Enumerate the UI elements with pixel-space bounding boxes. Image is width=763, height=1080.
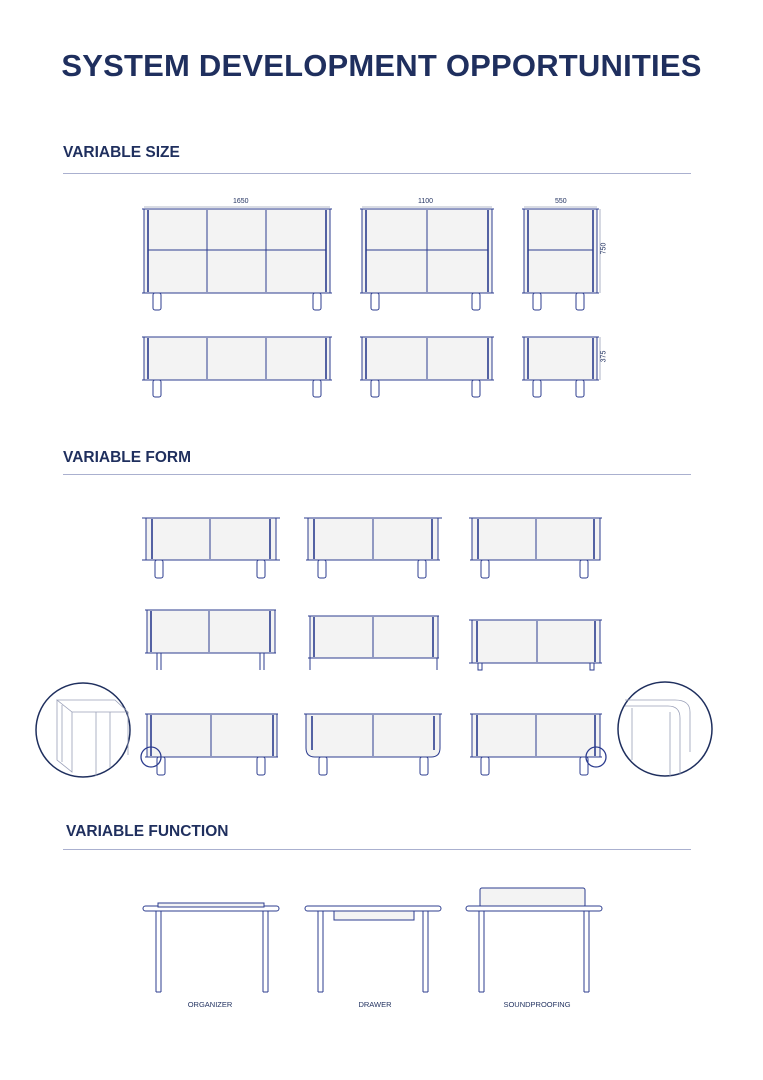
desk-drawer: [305, 906, 441, 992]
section-title-variable-function: VARIABLE FUNCTION: [66, 823, 229, 840]
section-title-variable-form: VARIABLE FORM: [63, 449, 192, 466]
page-title: SYSTEM DEVELOPMENT OPPORTUNITIES: [61, 48, 702, 83]
form-variant-3: [469, 518, 602, 578]
cabinet-low-1650: [142, 337, 332, 397]
cabinet-tall-550: [522, 209, 600, 310]
cabinet-low-550: [522, 337, 600, 397]
label-soundproofing: SOUNDPROOFING: [503, 1000, 571, 1009]
form-variant-5: [308, 616, 439, 670]
cabinet-tall-1100: [360, 209, 494, 310]
form-variant-9: [470, 714, 606, 775]
form-variant-7: [141, 714, 278, 775]
dimension-height-375: 375: [600, 350, 608, 363]
section-title-variable-size: VARIABLE SIZE: [63, 144, 180, 161]
cabinet-low-1100: [360, 337, 494, 397]
form-variant-8: [304, 714, 442, 775]
detail-corner-rounded: [618, 682, 712, 776]
label-organizer: ORGANIZER: [187, 1000, 233, 1009]
form-variant-4: [145, 610, 276, 670]
dimension-height-750: 750: [600, 242, 608, 255]
label-drawer: DRAWER: [358, 1000, 392, 1009]
desk-soundproofing: [466, 888, 602, 992]
detail-corner-square: [36, 683, 130, 777]
form-variant-6: [469, 620, 602, 670]
dimension-width-1650: 1650: [233, 198, 249, 205]
form-variant-2: [304, 518, 442, 578]
dimension-width-1100: 1100: [418, 198, 434, 205]
desk-organizer: [143, 903, 279, 992]
dimension-width-550: 550: [555, 198, 567, 205]
cabinet-tall-1650: [142, 209, 332, 310]
form-variant-1: [142, 518, 280, 578]
